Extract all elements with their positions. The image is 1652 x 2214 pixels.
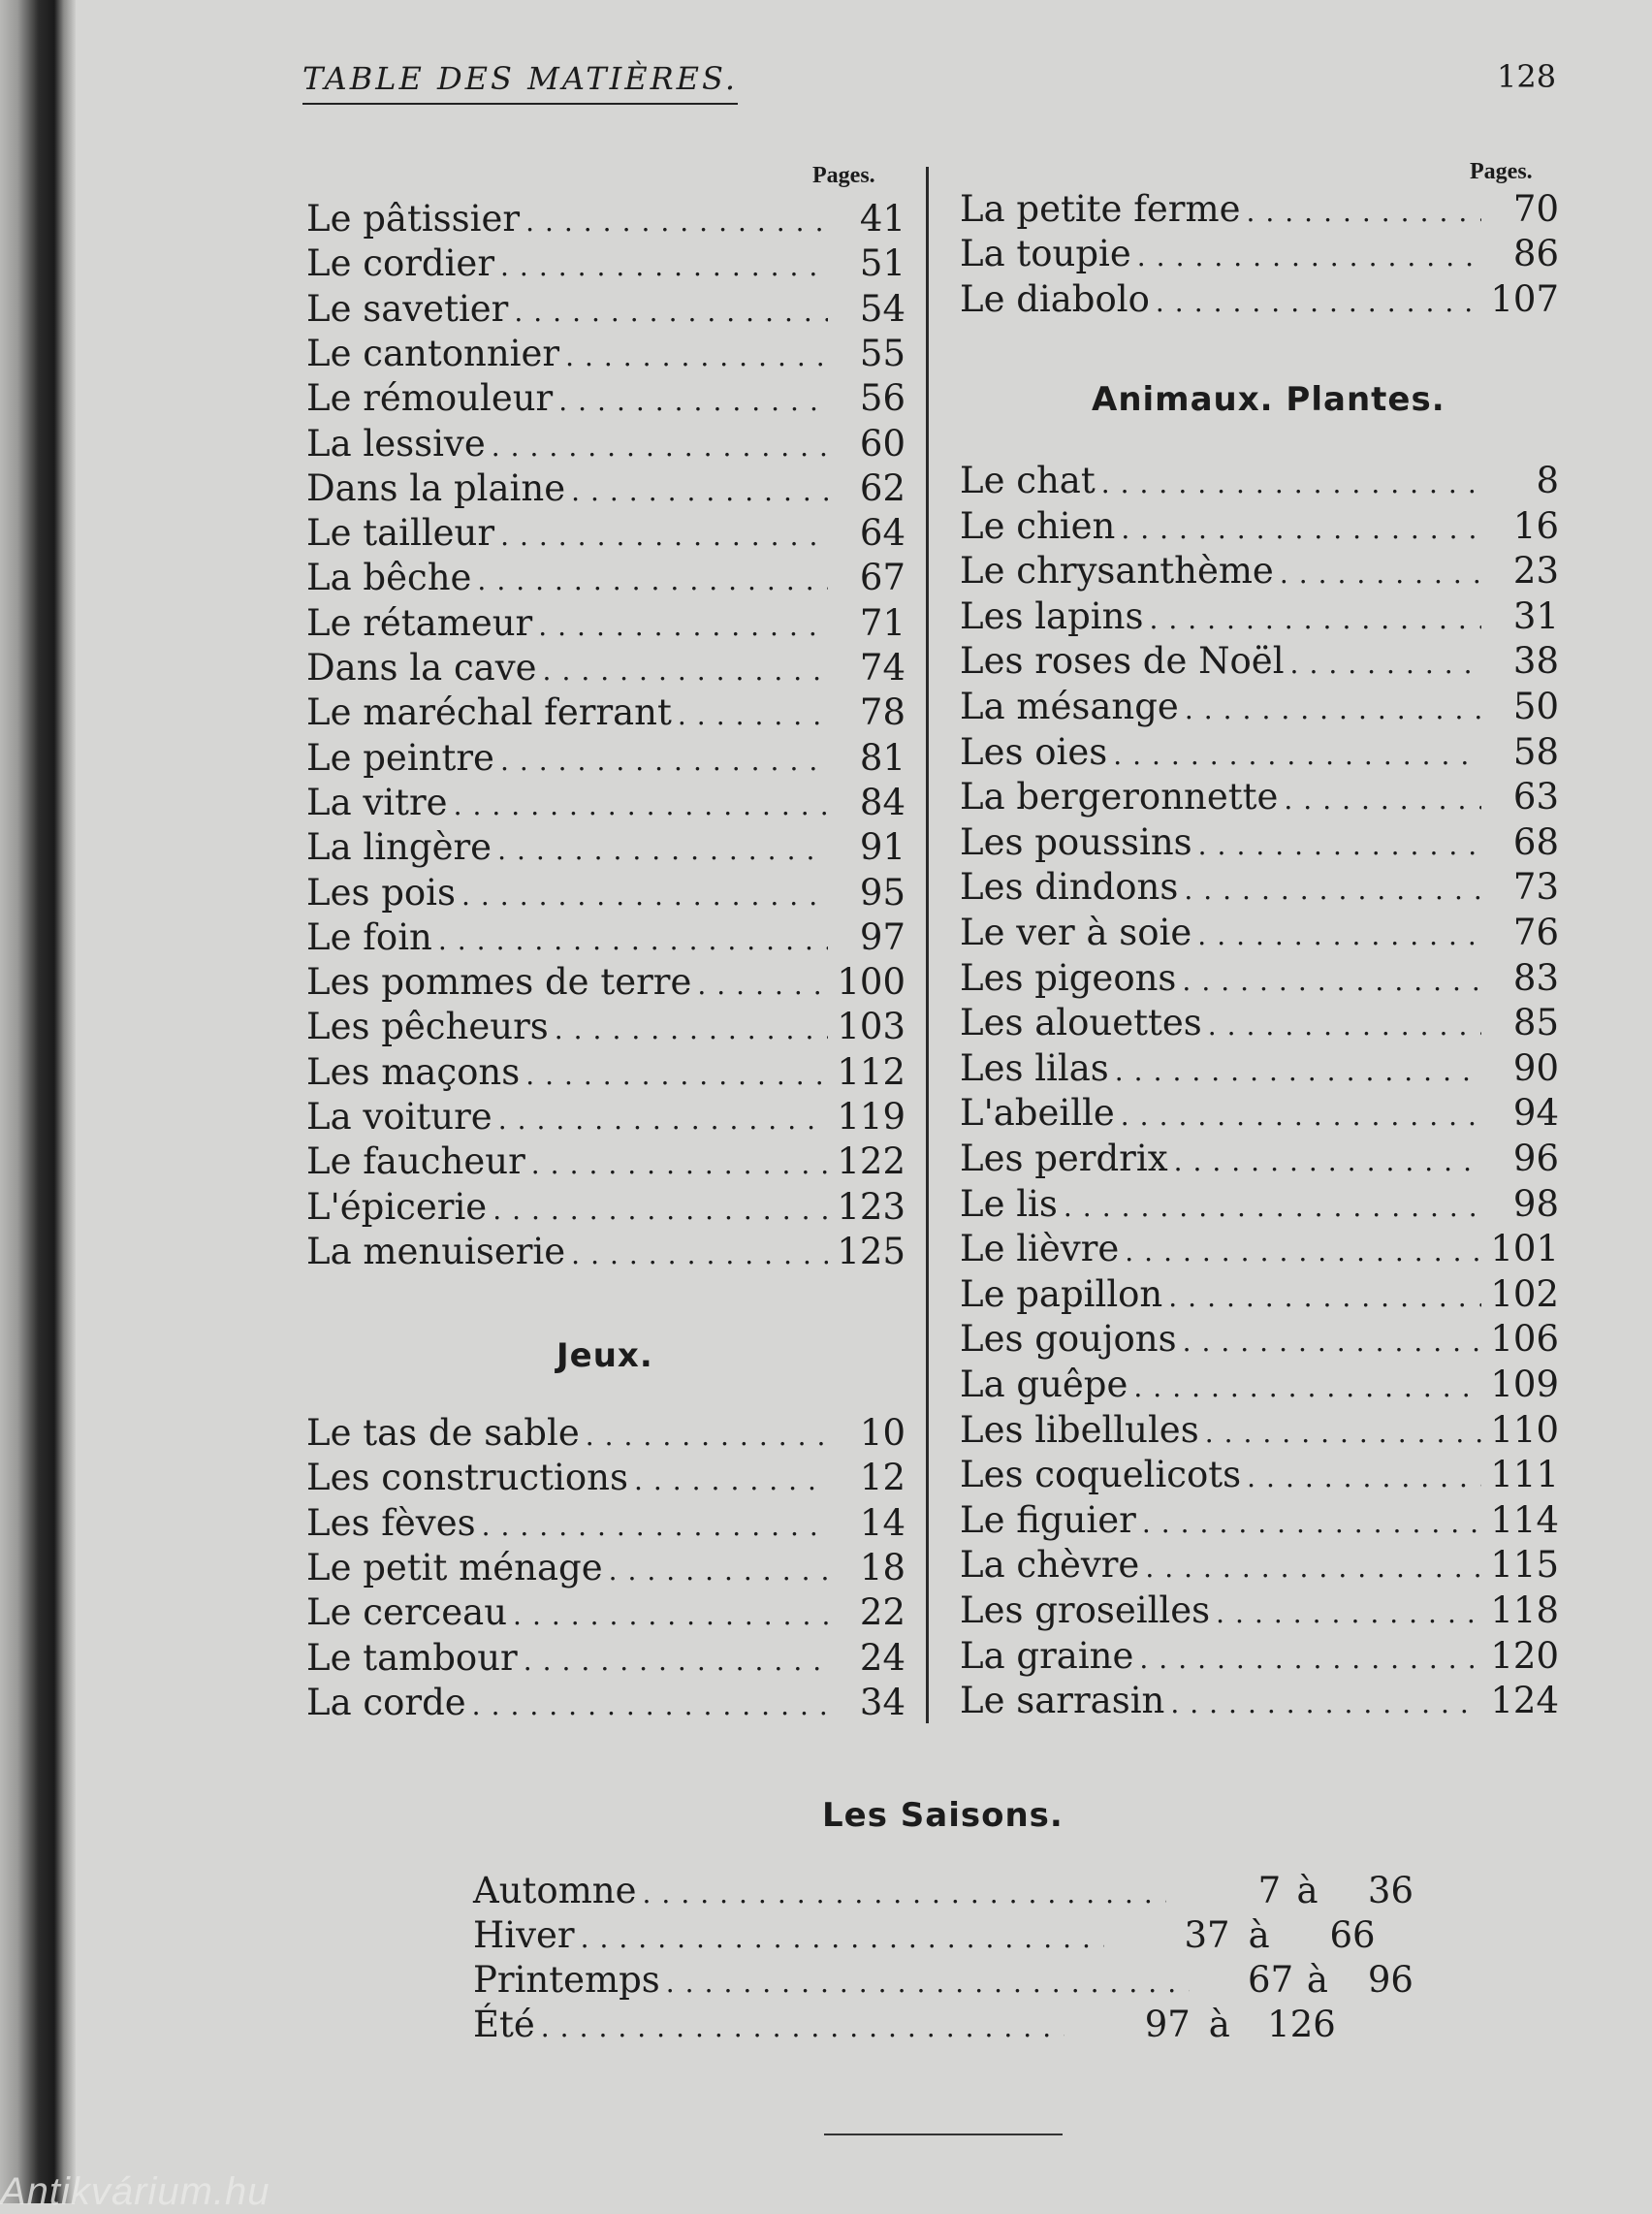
entry-title: Le savetier <box>306 287 509 330</box>
dot-leader <box>538 610 828 642</box>
column-divider <box>926 167 929 1723</box>
entry-title: L'épicerie <box>306 1185 488 1228</box>
toc-entry <box>306 872 905 916</box>
entry-title: Le tailleur <box>306 512 495 555</box>
season-entry <box>473 1959 1414 2004</box>
entry-title: Le lis <box>960 1182 1058 1225</box>
toc-entry <box>960 1273 1559 1318</box>
season-from: 97 <box>1144 2004 1191 2045</box>
entry-title: Le cerceau <box>306 1591 508 1634</box>
entry-page: 124 <box>1490 1680 1559 1722</box>
dot-leader <box>643 1877 1166 1909</box>
season-to: 36 <box>1367 1870 1414 1911</box>
season-from: 7 <box>1257 1870 1282 1911</box>
dot-leader <box>558 385 828 417</box>
toc-entry <box>960 550 1559 594</box>
dot-leader <box>581 1922 1104 1954</box>
dot-leader <box>500 520 828 552</box>
entry-page: 24 <box>859 1636 905 1679</box>
entry-title: Dans la cave <box>306 647 537 689</box>
entry-page: 70 <box>1512 188 1559 230</box>
entry-page: 123 <box>837 1185 905 1228</box>
entry-title: Les libellules <box>960 1408 1199 1451</box>
season-from: 67 <box>1248 1959 1294 2001</box>
entry-title: Le papillon <box>960 1272 1163 1315</box>
entry-page: 78 <box>859 691 905 734</box>
entry-page: 8 <box>1536 460 1559 501</box>
entry-page: 38 <box>1512 640 1559 683</box>
toc-entry <box>306 602 905 647</box>
dot-leader <box>1246 196 1481 228</box>
entry-page: 41 <box>859 198 905 240</box>
entry-page: 90 <box>1512 1046 1559 1089</box>
toc-entry <box>960 1228 1559 1272</box>
entry-title: L'abeille <box>960 1092 1115 1135</box>
dot-leader <box>565 340 828 372</box>
toc-entry <box>960 776 1559 820</box>
entry-title: Les alouettes <box>960 1002 1202 1044</box>
toc-entry <box>960 912 1559 956</box>
entry-title: Le lièvre <box>960 1228 1120 1270</box>
entry-page: 125 <box>837 1230 905 1272</box>
page-number: 128 <box>1497 58 1557 95</box>
dot-leader <box>1198 829 1481 861</box>
toc-entry <box>306 1682 905 1726</box>
season-name: Automne <box>473 1870 637 1911</box>
entry-page: 85 <box>1512 1002 1559 1044</box>
entry-title: Le ver à soie <box>960 912 1192 953</box>
entry-page: 62 <box>859 466 905 509</box>
season-name: Été <box>473 2004 535 2045</box>
dot-leader <box>1290 648 1481 680</box>
entry-page: 18 <box>859 1546 905 1588</box>
dot-leader <box>1184 874 1481 906</box>
toc-entry <box>960 640 1559 685</box>
entry-title: Les constructions <box>306 1457 628 1499</box>
season-a: à <box>1306 1959 1328 2001</box>
dot-leader <box>571 1238 828 1270</box>
entry-page: 115 <box>1490 1544 1559 1587</box>
toc-entry <box>960 731 1559 776</box>
toc-entry <box>306 288 905 333</box>
entry-title: Le pâtissier <box>306 198 521 240</box>
entry-page: 103 <box>837 1006 905 1048</box>
entry-title: Le chien <box>960 504 1116 547</box>
toc-entry <box>306 333 905 377</box>
dot-leader <box>531 1148 828 1180</box>
toc-entry <box>306 467 905 512</box>
entry-page: 51 <box>859 242 905 285</box>
toc-entry <box>306 423 905 467</box>
dot-leader <box>1185 693 1481 725</box>
entry-title: Les perdrix <box>960 1138 1168 1179</box>
entry-page: 22 <box>859 1591 905 1634</box>
dot-leader <box>461 880 828 912</box>
entry-title: La vitre <box>306 781 448 823</box>
toc-entry <box>306 242 905 287</box>
entry-page: 122 <box>837 1140 905 1183</box>
toc-entry <box>306 647 905 691</box>
entry-title: La guêpe <box>960 1364 1128 1405</box>
toc-entry <box>306 1140 905 1185</box>
toc-entry <box>306 691 905 736</box>
entry-page: 64 <box>859 512 905 555</box>
entry-page: 55 <box>859 332 905 374</box>
entry-title: Les fèves <box>306 1501 476 1544</box>
dot-leader <box>609 1555 828 1587</box>
entry-title: Les roses de Noël <box>960 640 1285 683</box>
toc-entry <box>306 1591 905 1636</box>
entry-title: Les lilas <box>960 1046 1109 1089</box>
dot-leader <box>472 1689 828 1721</box>
toc-entry <box>306 826 905 871</box>
entry-page: 97 <box>859 915 905 958</box>
season-a: à <box>1208 2004 1230 2045</box>
entry-page: 100 <box>837 961 905 1004</box>
dot-leader <box>1168 1281 1481 1313</box>
entry-title: Le faucheur <box>306 1140 525 1183</box>
entry-title: La toupie <box>960 233 1131 275</box>
dot-leader <box>571 475 828 507</box>
animaux-heading: Animaux. Plantes. <box>1092 380 1446 419</box>
toc-entry <box>306 1006 905 1050</box>
toc-entry <box>306 1637 905 1682</box>
toc-entry <box>306 782 905 826</box>
toc-entry <box>960 1138 1559 1182</box>
toc-entry <box>306 198 905 242</box>
entry-title: La menuiserie <box>306 1230 566 1272</box>
entry-page: 91 <box>859 826 905 869</box>
dot-leader <box>1156 286 1481 318</box>
entry-title: Les goujons <box>960 1318 1177 1361</box>
toc-entry <box>960 1047 1559 1092</box>
entry-page: 86 <box>1512 233 1559 275</box>
dot-leader <box>1139 1643 1481 1675</box>
entry-title: Les groseilles <box>960 1589 1211 1631</box>
toc-entry <box>306 961 905 1006</box>
end-rule <box>824 2134 1063 2135</box>
dot-leader <box>1149 603 1481 635</box>
dot-leader <box>1208 1010 1481 1042</box>
entry-title: Les lapins <box>960 594 1144 637</box>
entry-page: 12 <box>859 1457 905 1499</box>
entry-page: 76 <box>1512 912 1559 953</box>
dot-leader <box>497 834 828 866</box>
dot-leader <box>492 1194 828 1226</box>
toc-entry <box>960 821 1559 866</box>
entry-title: Le peintre <box>306 736 494 779</box>
entry-page: 60 <box>859 422 905 465</box>
toc-entry <box>960 460 1559 504</box>
page-title: TABLE DES MATIÈRES. <box>302 60 738 105</box>
dot-leader <box>1121 1100 1481 1132</box>
toc-entry <box>960 1589 1559 1634</box>
entry-title: Le tas de sable <box>306 1412 580 1454</box>
entry-title: Le chrysanthème <box>960 550 1274 593</box>
entry-page: 81 <box>859 736 905 779</box>
entry-page: 120 <box>1490 1634 1559 1677</box>
entry-title: Les pois <box>306 871 456 914</box>
dot-leader <box>1115 1055 1481 1087</box>
toc-entry <box>306 1096 905 1140</box>
entry-page: 54 <box>859 287 905 330</box>
dot-leader <box>541 2011 1064 2043</box>
dot-leader <box>1101 467 1481 499</box>
entry-page: 101 <box>1490 1228 1559 1270</box>
right-pages-label: Pages. <box>1470 159 1533 184</box>
dot-leader <box>1125 1235 1481 1267</box>
dot-leader <box>454 789 828 821</box>
toc-entry <box>306 1502 905 1547</box>
toc-entry <box>306 1231 905 1275</box>
toc-entry <box>960 686 1559 730</box>
entry-page: 96 <box>1512 1138 1559 1179</box>
toc-entry <box>960 595 1559 640</box>
toc-entry <box>960 1635 1559 1680</box>
entry-page: 109 <box>1490 1364 1559 1405</box>
toc-entry <box>306 1457 905 1501</box>
season-entry <box>473 2004 1414 2048</box>
entry-page: 112 <box>837 1050 905 1093</box>
dot-leader <box>1182 965 1481 997</box>
entry-title: Les coquelicots <box>960 1454 1242 1496</box>
toc-entry <box>306 557 905 601</box>
toc-entry <box>960 1544 1559 1588</box>
toc-entry <box>960 233 1559 277</box>
saisons-heading: Les Saisons. <box>822 1796 1064 1835</box>
toc-entry <box>306 1547 905 1591</box>
dot-leader <box>1247 1461 1481 1493</box>
entry-title: La graine <box>960 1634 1134 1677</box>
dot-leader <box>1170 1687 1481 1719</box>
entry-page: 102 <box>1490 1272 1559 1315</box>
entry-title: Le cantonnier <box>306 332 560 374</box>
dot-leader <box>1142 1507 1481 1539</box>
entry-page: 94 <box>1512 1092 1559 1135</box>
season-name: Hiver <box>473 1914 575 1956</box>
entry-title: Les pêcheurs <box>306 1006 549 1048</box>
entry-title: Les oies <box>960 730 1108 773</box>
toc-entry <box>306 512 905 557</box>
toc-entry <box>960 957 1559 1002</box>
entry-title: Le sarrasin <box>960 1680 1165 1722</box>
entry-page: 56 <box>859 377 905 420</box>
book-spine <box>0 0 76 2203</box>
dot-leader <box>543 655 828 687</box>
dot-leader <box>1064 1191 1481 1223</box>
dot-leader <box>525 1059 828 1091</box>
entry-title: Le rétameur <box>306 601 533 644</box>
entry-title: La voiture <box>306 1096 492 1138</box>
dot-leader <box>1197 919 1481 951</box>
dot-leader <box>1205 1417 1481 1449</box>
entry-page: 95 <box>859 871 905 914</box>
dot-leader <box>500 250 828 282</box>
season-a: à <box>1296 1870 1318 1911</box>
dot-leader <box>634 1464 828 1496</box>
toc-entry <box>960 1002 1559 1046</box>
toc-entry <box>306 377 905 422</box>
jeux-heading: Jeux. <box>556 1336 653 1375</box>
toc-entry <box>960 1183 1559 1228</box>
dot-leader <box>477 564 828 596</box>
dot-leader <box>524 1645 828 1677</box>
entry-title: Les pigeons <box>960 956 1177 999</box>
toc-entry <box>306 1186 905 1231</box>
toc-entry <box>306 916 905 961</box>
dot-leader <box>525 206 828 238</box>
toc-entry <box>960 188 1559 233</box>
entry-page: 68 <box>1512 820 1559 863</box>
entry-page: 31 <box>1512 594 1559 637</box>
dot-leader <box>1133 1371 1481 1403</box>
entry-page: 119 <box>837 1096 905 1138</box>
season-entry <box>473 1870 1414 1914</box>
entry-title: La corde <box>306 1681 466 1723</box>
entry-title: La petite ferme <box>960 188 1241 230</box>
entry-page: 107 <box>1490 277 1559 320</box>
toc-entry <box>960 1499 1559 1544</box>
entry-title: Les pommes de terre <box>306 961 692 1004</box>
toc-entry <box>960 1364 1559 1408</box>
entry-title: Le petit ménage <box>306 1546 603 1588</box>
entry-page: 74 <box>859 647 905 689</box>
toc-entry <box>960 1680 1559 1724</box>
dot-leader <box>514 296 828 328</box>
entry-page: 111 <box>1490 1454 1559 1496</box>
entry-page: 50 <box>1512 686 1559 727</box>
entry-page: 83 <box>1512 956 1559 999</box>
dot-leader <box>1121 513 1481 545</box>
entry-page: 16 <box>1512 504 1559 547</box>
toc-entry <box>960 505 1559 550</box>
entry-title: Le rémouleur <box>306 377 554 420</box>
entry-title: La mésange <box>960 686 1179 727</box>
entry-page: 114 <box>1490 1498 1559 1541</box>
entry-page: 110 <box>1490 1408 1559 1451</box>
entry-page: 63 <box>1512 776 1559 818</box>
entry-title: Le cordier <box>306 242 495 285</box>
season-from: 37 <box>1184 1914 1230 1956</box>
toc-entry <box>960 1092 1559 1137</box>
dot-leader <box>1284 784 1481 816</box>
toc-entry <box>306 737 905 782</box>
toc-entry <box>960 1318 1559 1363</box>
entry-title: Les poussins <box>960 820 1192 863</box>
dot-leader <box>1145 1552 1481 1584</box>
entry-title: Le chat <box>960 460 1096 501</box>
dot-leader <box>492 431 828 463</box>
dot-leader <box>1113 739 1481 771</box>
season-to: 66 <box>1329 1914 1376 1956</box>
entry-page: 98 <box>1512 1182 1559 1225</box>
toc-entry <box>960 1409 1559 1454</box>
entry-page: 14 <box>859 1501 905 1544</box>
toc-entry <box>306 1051 905 1096</box>
season-to: 96 <box>1367 1959 1414 2001</box>
entry-title: Les dindons <box>960 866 1179 909</box>
dot-leader <box>498 1104 828 1136</box>
entry-page: 84 <box>859 781 905 823</box>
dot-leader <box>1183 1326 1481 1358</box>
season-to: 126 <box>1267 2004 1336 2045</box>
entry-page: 118 <box>1490 1589 1559 1631</box>
entry-title: Les maçons <box>306 1050 521 1093</box>
entry-title: Dans la plaine <box>306 466 566 509</box>
entry-title: Le figuier <box>960 1498 1136 1541</box>
entry-page: 67 <box>859 557 905 599</box>
season-name: Printemps <box>473 1959 660 2001</box>
entry-title: La bêche <box>306 557 472 599</box>
dot-leader <box>1216 1597 1481 1629</box>
dot-leader <box>555 1013 828 1045</box>
entry-title: La chèvre <box>960 1544 1140 1587</box>
toc-entry <box>960 278 1559 323</box>
dot-leader <box>1137 241 1481 273</box>
entry-title: La lingère <box>306 826 492 869</box>
entry-page: 106 <box>1490 1318 1559 1361</box>
dot-leader <box>1280 558 1481 590</box>
dot-leader <box>678 699 828 731</box>
dot-leader <box>513 1599 828 1631</box>
entry-page: 23 <box>1512 550 1559 593</box>
left-pages-label: Pages. <box>812 163 875 188</box>
dot-leader <box>1174 1145 1481 1177</box>
entry-title: Le maréchal ferrant <box>306 691 672 734</box>
toc-entry <box>306 1412 905 1457</box>
dot-leader <box>666 1967 1190 1999</box>
entry-page: 10 <box>859 1412 905 1454</box>
entry-title: Le tambour <box>306 1636 518 1679</box>
dot-leader <box>697 969 828 1001</box>
entry-page: 73 <box>1512 866 1559 909</box>
entry-page: 34 <box>859 1681 905 1723</box>
season-a: à <box>1248 1914 1270 1956</box>
season-entry <box>473 1914 1414 1959</box>
entry-page: 71 <box>859 601 905 644</box>
dot-leader <box>500 745 828 777</box>
entry-title: Le diabolo <box>960 277 1150 320</box>
entry-page: 58 <box>1512 730 1559 773</box>
dot-leader <box>586 1420 828 1452</box>
dot-leader <box>482 1510 828 1542</box>
entry-title: La bergeronnette <box>960 776 1279 818</box>
toc-entry <box>960 866 1559 911</box>
dot-leader <box>438 924 828 956</box>
entry-title: La lessive <box>306 422 486 465</box>
toc-entry <box>960 1454 1559 1498</box>
watermark: Antikvárium.hu <box>0 2170 270 2213</box>
entry-title: Le foin <box>306 915 432 958</box>
